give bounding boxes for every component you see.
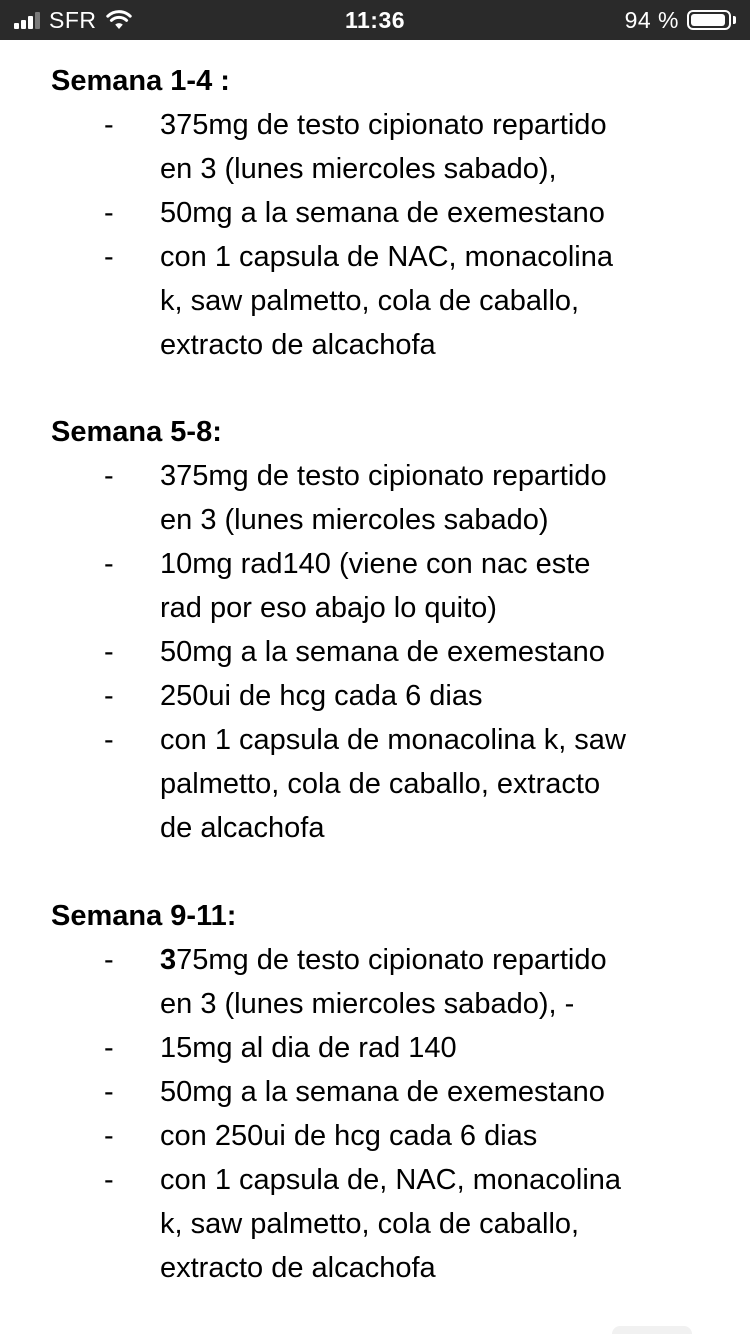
list-item <box>0 1026 750 1070</box>
item-text: con 1 capsula de monacolina k, saw palmetto, cola de caballo, extracto de alcachofa <box>160 724 626 844</box>
item-text: 50mg a la semana de exemestano <box>160 1076 605 1108</box>
list-item <box>0 235 750 367</box>
list-item <box>0 191 750 235</box>
item-text: con 250ui de hcg cada 6 dias <box>160 1120 538 1152</box>
item-text: 15mg al dia de rad 140 <box>160 1032 457 1064</box>
item-text: 10mg rad140 (viene con nac este rad por eso abajo lo quito) <box>160 548 591 624</box>
carrier-label: SFR <box>49 6 97 33</box>
bold-prefix: 3 <box>160 944 177 976</box>
battery-percent: 94 % <box>624 6 679 33</box>
week-section <box>0 410 750 850</box>
dash-marker: - <box>104 109 114 141</box>
item-text: 50mg a la semana de exemestano <box>160 197 605 229</box>
status-time: 11:36 <box>344 7 406 33</box>
item-list <box>0 938 750 1290</box>
dash-marker: - <box>104 460 114 492</box>
dash-marker: - <box>104 680 114 712</box>
list-item <box>0 542 750 630</box>
dash-marker: - <box>104 241 114 273</box>
week-section <box>0 894 750 1290</box>
dash-marker: - <box>104 1032 114 1064</box>
week-heading: Semana 1-4 : <box>51 65 230 97</box>
list-item <box>0 1158 750 1290</box>
list-item <box>0 938 750 1026</box>
dash-marker: - <box>104 1076 114 1108</box>
dash-marker: - <box>104 724 114 756</box>
item-text: 375mg de testo cipionato repartido en 3 (lunes miercoles sabado), <box>160 109 607 185</box>
status-bar <box>0 0 750 40</box>
item-text-rest: 75mg de testo cipionato repartido en 3 (lunes miercoles sabado), - <box>160 944 607 1020</box>
battery-icon <box>687 10 731 30</box>
dash-marker: - <box>104 636 114 668</box>
item-list <box>0 454 750 850</box>
list-item <box>0 674 750 718</box>
dash-marker: - <box>104 548 114 580</box>
item-text: 375mg de testo cipionato repartido en 3 (lunes miercoles sabado) <box>160 460 607 536</box>
list-item <box>0 1114 750 1158</box>
week-section <box>0 59 750 367</box>
list-item <box>0 630 750 674</box>
list-item <box>0 718 750 850</box>
dash-marker: - <box>104 944 114 976</box>
item-list <box>0 103 750 367</box>
item-text: con 1 capsula de NAC, monacolina k, saw palmetto, cola de caballo, extracto de alcachofa <box>160 241 613 361</box>
list-item <box>0 454 750 542</box>
battery-fill <box>691 14 725 26</box>
item-text: con 1 capsula de, NAC, monacolina k, saw palmetto, cola de caballo, extracto de alcachofa <box>160 1164 622 1284</box>
battery-tip <box>733 16 736 24</box>
dash-marker: - <box>104 197 114 229</box>
item-text: 250ui de hcg cada 6 dias <box>160 680 483 712</box>
item-text <box>160 944 607 1020</box>
dash-marker: - <box>104 1120 114 1152</box>
list-item <box>0 103 750 191</box>
week-heading: Semana 5-8: <box>51 416 222 448</box>
item-text: 50mg a la semana de exemestano <box>160 636 605 668</box>
status-bar-right <box>625 0 736 40</box>
home-indicator <box>612 1326 692 1334</box>
week-heading: Semana 9-11: <box>51 900 237 932</box>
dash-marker: - <box>104 1164 114 1196</box>
list-item <box>0 1070 750 1114</box>
